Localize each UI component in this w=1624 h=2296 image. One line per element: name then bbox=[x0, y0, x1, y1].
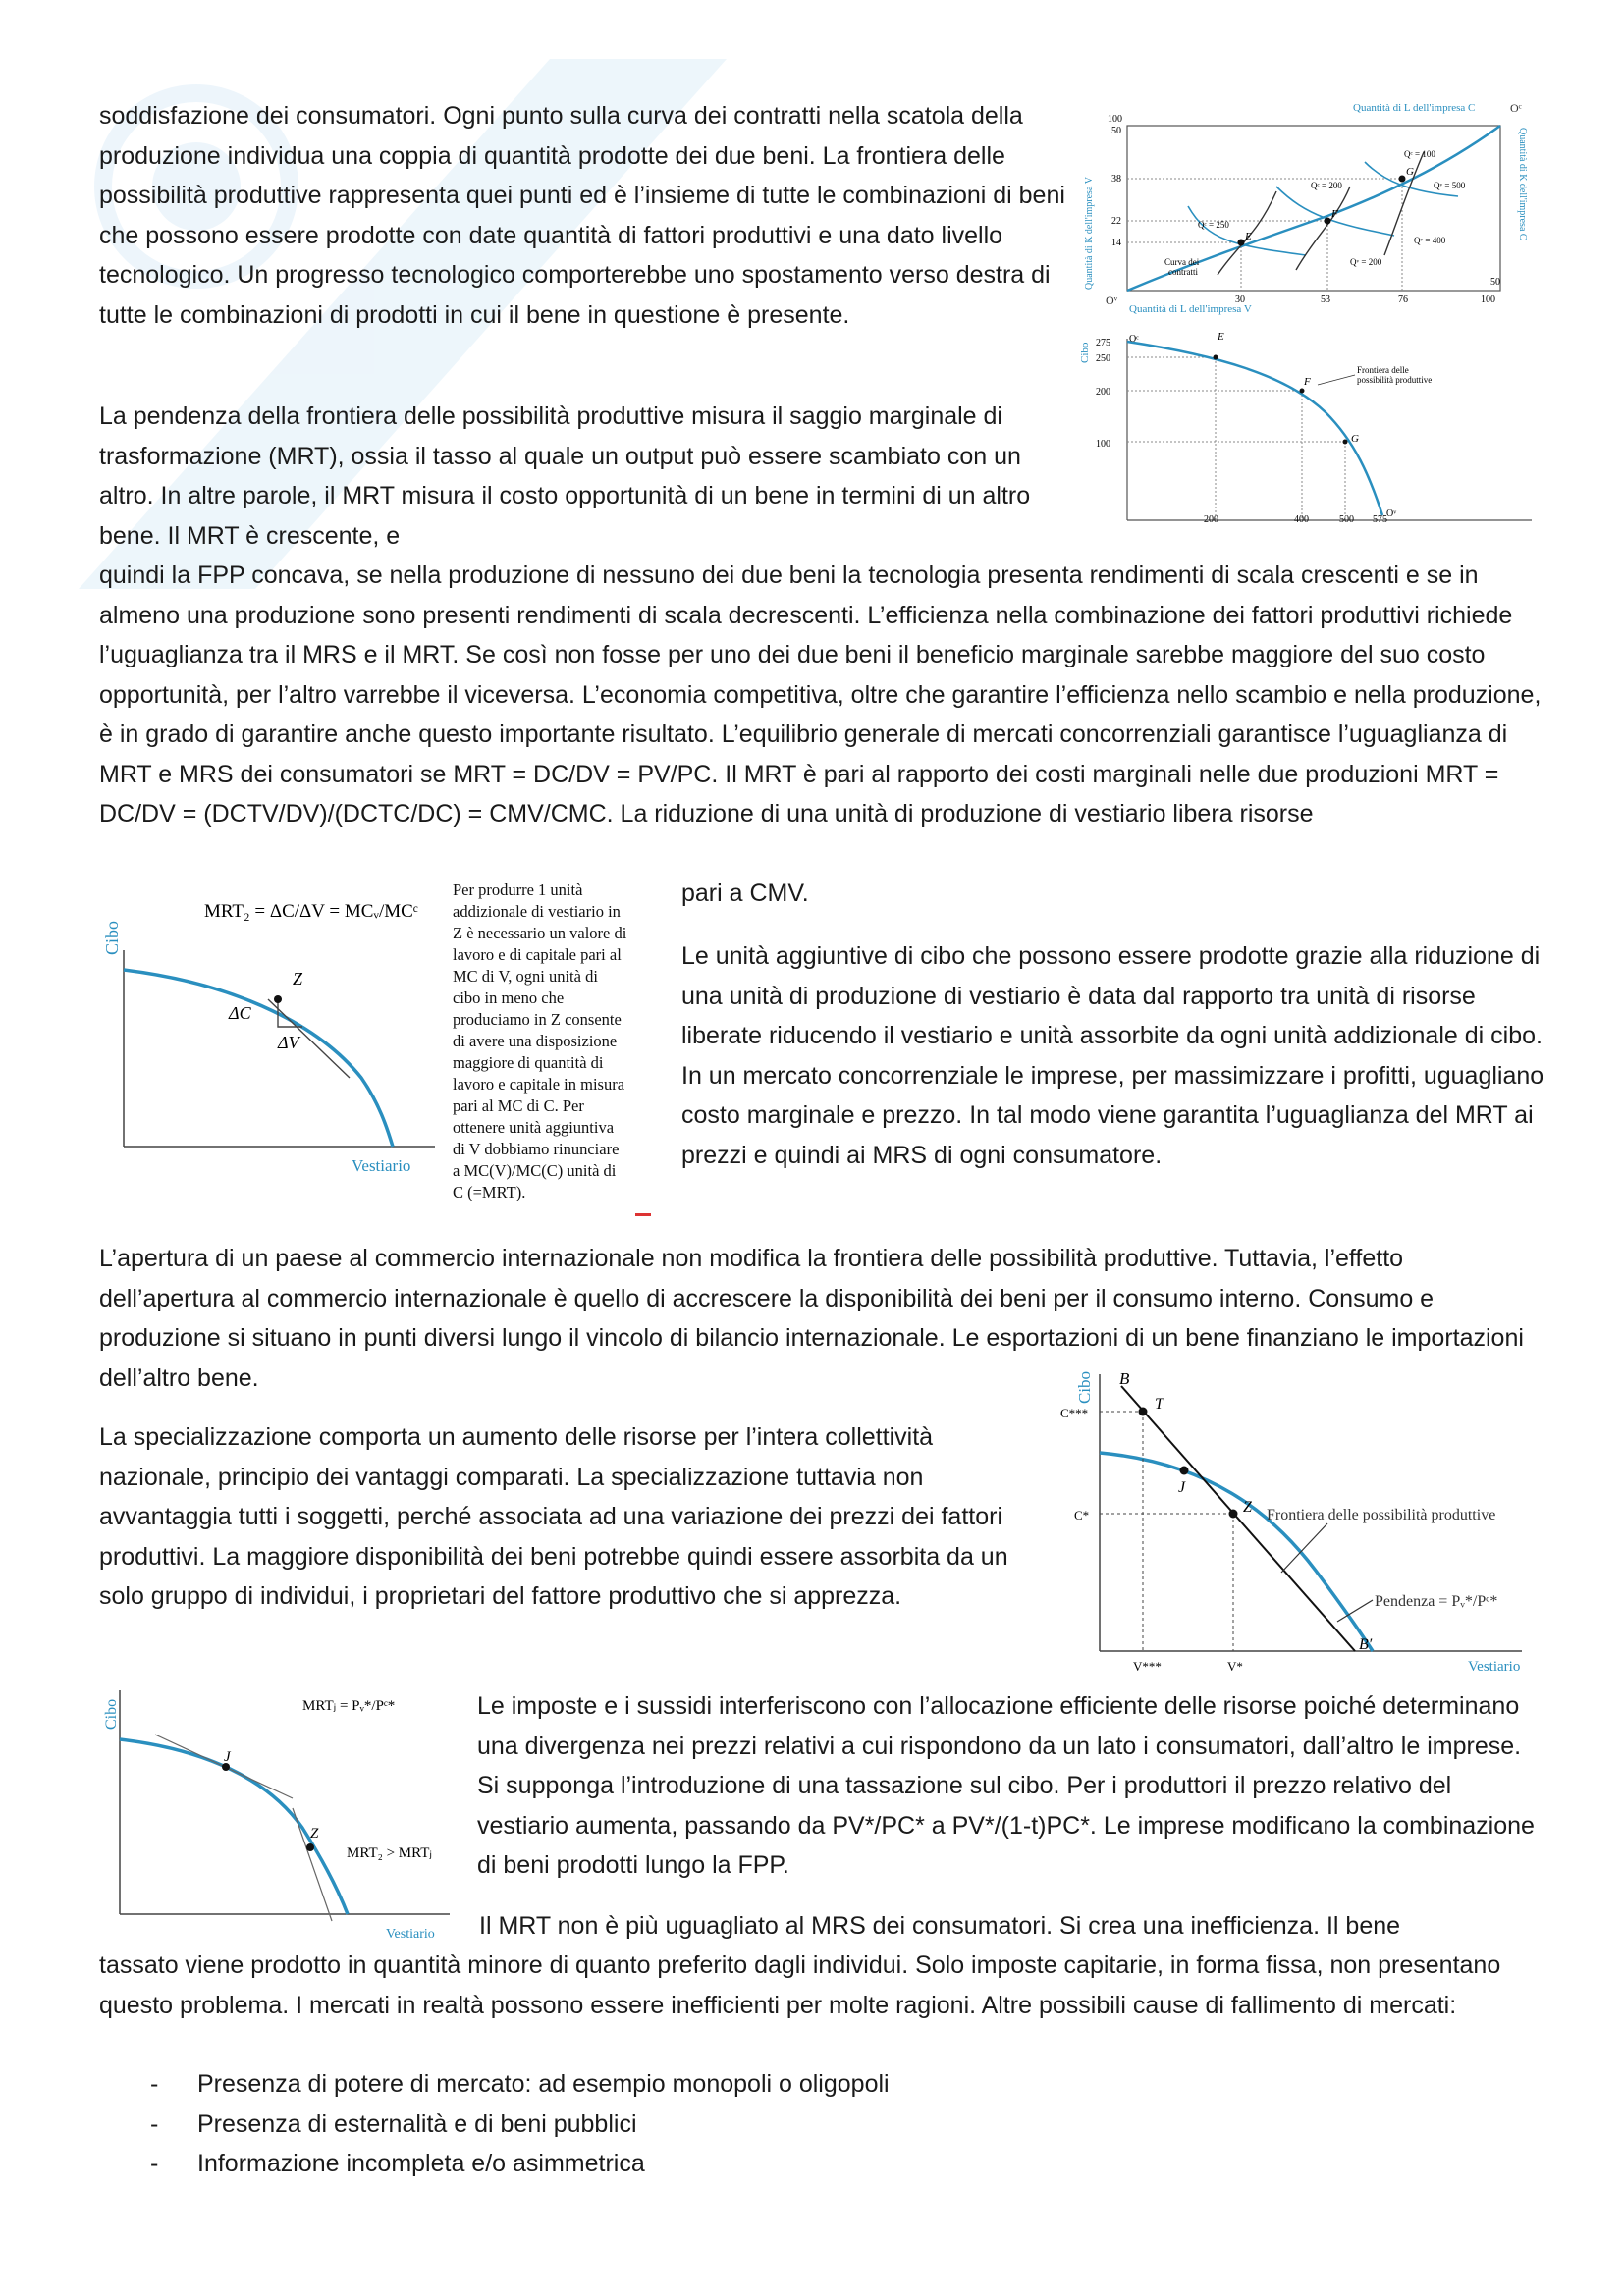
fig3-z: Z bbox=[1243, 1499, 1252, 1516]
note-line: C (=MRT). bbox=[453, 1183, 526, 1201]
fig2-delta-c: ΔC bbox=[229, 1003, 251, 1023]
figure-taxation bbox=[96, 1681, 455, 1946]
note-line: pari al MC di C. Per bbox=[453, 1096, 584, 1115]
fig4-mrt-z: MRT₂ > MRTⱼ bbox=[347, 1845, 433, 1861]
box-xtick-53: 53 bbox=[1321, 294, 1330, 305]
box-ytick-38: 38 bbox=[1111, 174, 1121, 185]
fig3-y-title: Cibo bbox=[1075, 1370, 1094, 1404]
paragraph-specializzazione: La specializzazione comporta un aumento delle risorse per l’intera collettività nazionale, principio dei vantaggi comparati. La specializzazione tuttavia non avvantaggia tutti i soggetti, perché associata ad una variazione dei prezzi dei fattori produttivi. La maggiore disponibilità dei beni potrebbe quindi essere assorbita da un solo gruppo di individui, i proprietari del fattore produttivo che si apprezza. bbox=[99, 1423, 1008, 1610]
note-line: lavoro e di capitale pari al bbox=[453, 945, 622, 964]
box-point-g: G bbox=[1406, 166, 1414, 178]
ppf-origin-v: Oᵛ bbox=[1386, 508, 1397, 519]
box-ytick-22: 22 bbox=[1111, 216, 1121, 227]
paragraph-mrt-a: La pendenza della frontiera delle possibilità produttive misura il saggio marginale di trasformazione (MRT), ossia il tasso al quale un output può essere scambiato con un altro. In altre parole, il MRT misura il costo opportunità di un bene in termini di un altro bene. Il MRT è crescente, e bbox=[99, 402, 1031, 550]
ppf-xtick-500: 500 bbox=[1339, 514, 1354, 525]
ppf-xtick-200: 200 bbox=[1204, 514, 1218, 525]
ppf-ytick-250: 250 bbox=[1096, 353, 1110, 364]
fig2-y-title: Cibo bbox=[102, 920, 122, 955]
note-line: di avere una disposizione bbox=[453, 1032, 618, 1050]
contract-label-1: Curva dei bbox=[1164, 257, 1200, 267]
contract-label-2: contratti bbox=[1168, 267, 1198, 277]
ppf-ytick-100: 100 bbox=[1096, 439, 1110, 450]
note-line: ottenere unità aggiuntiva bbox=[453, 1118, 615, 1137]
note-line: Z è necessario un valore di bbox=[453, 924, 627, 942]
fig4-z: Z bbox=[310, 1826, 319, 1842]
fig3-c-star-star: C*** bbox=[1060, 1406, 1089, 1420]
fig3-x-title: Vestiario bbox=[1468, 1659, 1521, 1675]
fig3-t: T bbox=[1155, 1396, 1164, 1413]
fig3-j: J bbox=[1178, 1479, 1186, 1496]
ppf-point-e: E bbox=[1218, 331, 1224, 343]
ppf-origin-c: Oᶜ bbox=[1129, 334, 1139, 345]
box-xtick-right-50: 50 bbox=[1490, 277, 1500, 288]
fig4-mrt-j: MRTⱼ = Pᵥ*/Pᶜ* bbox=[302, 1698, 396, 1714]
note-line: Per produrre 1 unità bbox=[453, 881, 583, 899]
red-mark bbox=[635, 1213, 651, 1216]
note-line: a MC(V)/MC(C) unità di bbox=[453, 1161, 617, 1180]
paragraph-inefficienza-a: Il MRT non è più uguagliato al MRS dei consumatori. Si crea una inefficienza. Il bene bbox=[479, 1912, 1401, 1940]
market-failure-list bbox=[99, 2064, 1474, 2184]
paragraph-imposte: Le imposte e i sussidi interferiscono con l’allocazione efficiente delle risorse poiché determinano una divergenza nei prezzi relativi a cui rispondono da un lato i consumatori, dall’altro le imprese. Si supponga l’introduzione di una tassazione sul cibo. Per i produttori il prezzo relativo del vestiario aumenta, passando da PV*/PC* a PV*/(1-t)PC*. Le imprese modificano la combinazione di beni prodotti lungo la FPP. bbox=[477, 1692, 1535, 1879]
box-xtick-76: 76 bbox=[1398, 294, 1408, 305]
paragraph-concorrenza: Le unità aggiuntive di cibo che possono essere prodotte grazie alla riduzione di una unità di produzione di vestiario è data dal rapporto tra unità di risorse liberate riducendo il vestiario e unità assorbite da ogni unità addizionale di cibo. In un mercato concorrenziale le imprese, per massimizzare i profitti, uguagliano costo marginale e prezzo. In tal modo viene garantita l’uguaglianza del MRT ai prezzi e quindi ai MRS di ogni consumatore. bbox=[681, 942, 1544, 1169]
origin-v-label: Oᵛ bbox=[1106, 294, 1118, 307]
ppf-xtick-575: 575 bbox=[1373, 514, 1387, 525]
fig3-ppf bbox=[1100, 1453, 1373, 1651]
fig3-v-star-star: V*** bbox=[1133, 1659, 1162, 1674]
iso-qc-200: Qᶜ = 200 bbox=[1311, 181, 1342, 190]
ppf-xtick-400: 400 bbox=[1294, 514, 1309, 525]
paragraph-mrt-b: quindi la FPP concava, se nella produzione di nessuno dei due beni la tecnologia presenta rendimenti di scala crescenti e se in almeno una produzione sono presenti rendimenti di scala decrescenti. L’efficienza nella combinazione dei fattori produttivi richiede l’uguaglianza tra il MRS e il MRT. Se così non fosse per uno dei due beni il beneficio marginale sarebbe maggiore del suo costo opportunità, per l’altro varrebbe il viceversa. L’economia competitiva, oltre che garantire l’efficienza nello scambio e nella produzione, è in grado di garantire anche questo importante risultato. L’equilibrio generale di mercati concorrenziali garantisce l’uguaglianza di MRT e MRS dei consumatori se MRT = DC/DV = PV/PC. Il MRT è pari al rapporto dei costi marginali nelle due produzioni MRT = DC/DV = (DCTV/DV)/(DCTC/DC) = CMV/CMC. La riduzione di una unità di produzione di vestiario libera risorse bbox=[99, 561, 1542, 828]
iso-qv-400: Qᵛ = 400 bbox=[1414, 236, 1446, 245]
note-line: produciamo in Z consente bbox=[453, 1010, 622, 1029]
ppf-point-f: F bbox=[1304, 376, 1311, 388]
fig3-ppf-label: Frontiera delle possibilità produttive bbox=[1267, 1507, 1496, 1523]
list-item: - Informazione incompleta e/o asimmetrica bbox=[99, 2144, 1474, 2184]
note-line: lavoro e capitale in misura bbox=[453, 1075, 625, 1094]
box-ytick-50: 50 bbox=[1111, 126, 1121, 136]
paragraph-mrt-c: pari a CMV. bbox=[681, 880, 809, 907]
fig2-x-title: Vestiario bbox=[352, 1156, 411, 1175]
paragraph-inefficienza-b: tassato viene prodotto in quantità minore di quanto preferito dagli individui. Solo imposte capitarie, in forma fissa, non presentano questo problema. I mercati in realtà possono essere inefficienti per molte ragioni. Altre possibili cause di fallimento di mercati: bbox=[99, 1951, 1501, 2019]
ppf-label-2: possibilità produttive bbox=[1357, 375, 1433, 385]
fig2-ppf bbox=[124, 970, 393, 1147]
note-line: cibo in meno che bbox=[453, 988, 565, 1007]
mrt-z-formula: MRT₂ = ΔC/ΔV = MCᵥ/MCᶜ bbox=[204, 901, 418, 922]
ppf-point-g: G bbox=[1351, 433, 1359, 445]
iso-qc-250: Qᶜ = 250 bbox=[1198, 220, 1229, 230]
list-item: - Presenza di potere di mercato: ad esempio monopoli o oligopoli bbox=[99, 2064, 1474, 2105]
box-point-e: E bbox=[1245, 231, 1252, 242]
iso-qv-200: Qᵛ = 200 bbox=[1350, 257, 1382, 267]
box-right-label: Quantità di K dell'impresa C bbox=[1517, 128, 1528, 240]
note-line: maggiore di quantità di bbox=[453, 1053, 604, 1072]
ppf-y-title: Cibo bbox=[1079, 342, 1091, 363]
fig3-b-prime: B′ bbox=[1359, 1636, 1373, 1653]
note-line: addizionale di vestiario in bbox=[453, 902, 621, 921]
fig2-delta-v: ΔV bbox=[278, 1033, 299, 1052]
fig2-point-z: Z bbox=[293, 969, 303, 988]
note-line: MC di V, ogni unità di bbox=[453, 967, 598, 986]
ppf-ytick-200: 200 bbox=[1096, 387, 1110, 398]
iso-qv-500: Qᵛ = 500 bbox=[1434, 181, 1466, 190]
fig3-v-star: V* bbox=[1227, 1659, 1243, 1674]
figure-trade bbox=[1060, 1364, 1532, 1681]
box-top-label: Quantità di L dell'impresa C bbox=[1353, 102, 1476, 114]
origin-c-label: Oᶜ bbox=[1510, 101, 1522, 115]
ppf-curve bbox=[1127, 342, 1382, 515]
box-xtick-30: 30 bbox=[1235, 294, 1245, 305]
ppf-ytick-275: 275 bbox=[1096, 338, 1110, 348]
fig3-b: B bbox=[1119, 1369, 1130, 1388]
fig3-c-star: C* bbox=[1074, 1508, 1090, 1522]
box-xtick-100: 100 bbox=[1481, 294, 1495, 305]
box-bottom-label: Quantità di L dell'impresa V bbox=[1129, 303, 1252, 315]
note-line: di V dobbiamo rinunciare bbox=[453, 1140, 620, 1158]
fig4-y-title: Cibo bbox=[103, 1698, 120, 1730]
figure-edgeworth-box-and-ppf bbox=[1070, 98, 1542, 535]
ppf-label-1: Frontiera delle bbox=[1357, 365, 1409, 375]
list-item: - Presenza di esternalità e di beni pubblici bbox=[99, 2105, 1474, 2145]
box-ytick-14: 14 bbox=[1111, 238, 1121, 248]
paragraph-commercio: L’apertura di un paese al commercio internazionale non modifica la frontiera delle possibilità produttive. Tuttavia, l’effetto dell’apertura al commercio internazionale è quello di accrescere la disponibilità dei beni per il consumo interno. Consumo e produzione si situano in punti diversi lungo il vincolo di bilancio internazionale. Le esportazioni di un bene finanziano le importazioni dell’altro bene. bbox=[99, 1245, 1524, 1392]
fig4-j: J bbox=[224, 1749, 231, 1765]
box-left-label: Quantità di K dell'impresa V bbox=[1084, 177, 1095, 290]
fig4-x-title: Vestiario bbox=[386, 1927, 435, 1942]
figure-mrt-note bbox=[447, 881, 668, 1220]
paragraph-ppf-intro: soddisfazione dei consumatori. Ogni punto sulla curva dei contratti nella scatola della produzione individua una coppia di quantità prodotte dei due beni. La frontiera delle possibilità produttive rappresenta quei punti ed è l’insieme di tutte le combinazioni di beni che possono essere prodotte con date quantità di fattori produttivi e una dato livello tecnologico. Un progresso tecnologico comporterebbe uno spostamento verso destra di tutte le combinazioni di prodotti in cui il bene in questione è presente. bbox=[99, 102, 1065, 329]
figure-mrt-z bbox=[96, 881, 435, 1176]
box-ytick-100: 100 bbox=[1108, 114, 1122, 125]
box-point-f: F bbox=[1331, 208, 1338, 220]
fig3-slope-label: Pendenza = Pᵥ*/Pᶜ* bbox=[1375, 1593, 1498, 1610]
iso-qc-100: Qᶜ = 100 bbox=[1404, 149, 1435, 159]
